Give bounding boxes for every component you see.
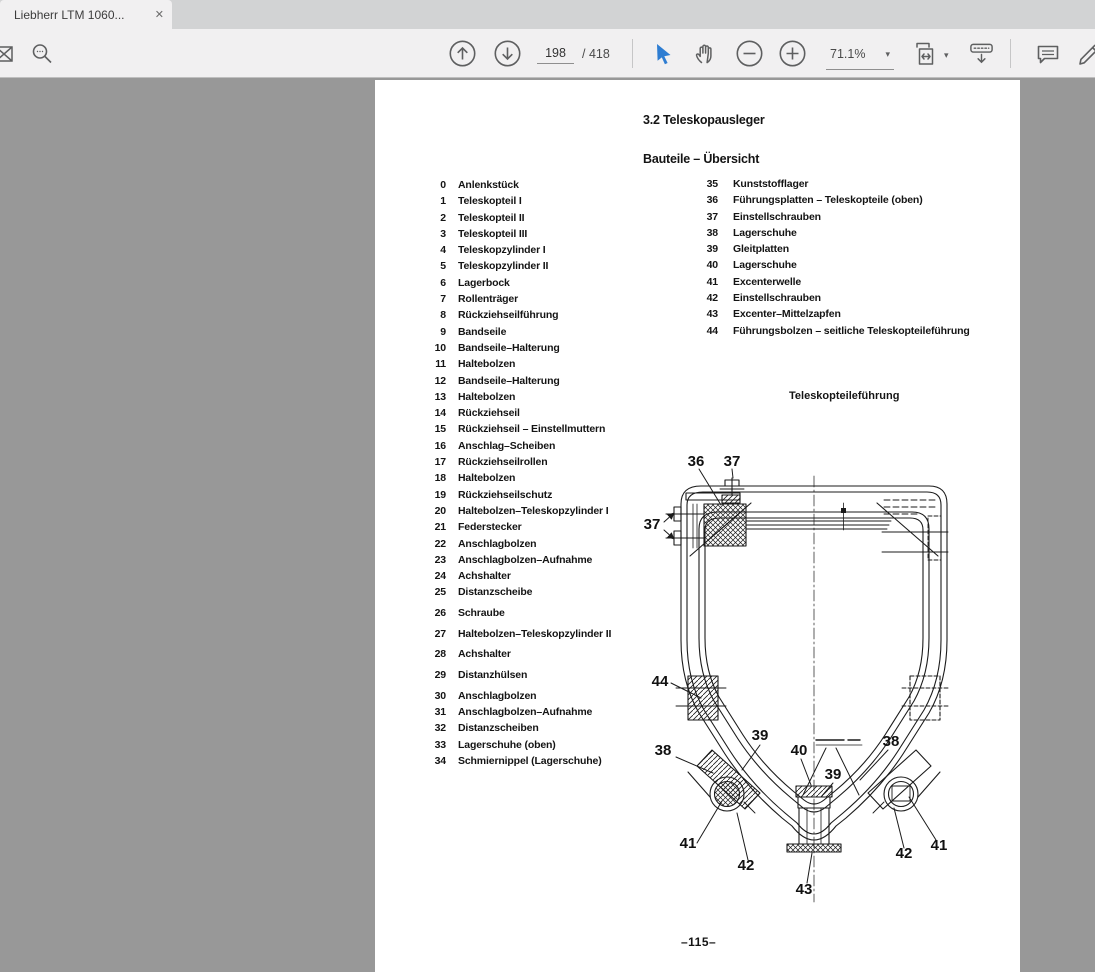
tab-bar [0, 0, 1095, 29]
chevron-down-icon[interactable]: ▾ [944, 50, 949, 60]
parts-list-item: 24 Achshalter [434, 570, 511, 583]
tab-close-icon[interactable]: ✕ [154, 9, 164, 21]
parts-list-item: 3 Teleskopteil III [440, 227, 528, 240]
parts-list-item: 28 Achshalter [434, 648, 511, 661]
figure-caption: Teleskopteileführung [789, 390, 900, 402]
parts-list-item: 8 Rückziehseilführung [440, 309, 559, 322]
pdf-page [375, 80, 1020, 972]
parts-list-item: 26 Schraube [434, 607, 505, 620]
page-number-footer: –115– [681, 935, 717, 949]
figure-callout-label: 39 [751, 727, 769, 744]
telescope-cross-section-figure [638, 445, 968, 907]
parts-list-item: 42 Einstellschrauben [706, 292, 821, 305]
parts-list-item: 27 Haltebolzen–Teleskopzylinder II [434, 627, 612, 640]
main-toolbar [0, 29, 1095, 78]
figure-callout-label: 40 [790, 742, 808, 759]
figure-callout-label: 37 [723, 453, 741, 470]
draw-tool-button[interactable] [1076, 40, 1095, 67]
parts-list-item: 15 Rückziehseil – Einstellmuttern [434, 423, 606, 436]
parts-list-item: 5 Teleskopzylinder II [440, 260, 549, 273]
figure-callout-label: 42 [895, 845, 913, 862]
parts-list-item: 16 Anschlag–Scheiben [434, 439, 556, 452]
parts-list-item: 31 Anschlagbolzen–Aufnahme [434, 706, 593, 719]
parts-list-item: 9 Bandseile [440, 325, 507, 338]
parts-list-item: 39 Gleitplatten [706, 243, 789, 256]
section-title: 3.2 Teleskopausleger [643, 113, 765, 127]
toolbar-divider [632, 39, 633, 68]
parts-list-item: 6 Lagerbock [440, 276, 510, 289]
parts-list-item: 4 Teleskopzylinder I [440, 244, 546, 257]
parts-list-item: 32 Distanzscheiben [434, 722, 539, 735]
figure-callout-label: 43 [795, 881, 813, 898]
zoom-in-button[interactable] [779, 40, 806, 67]
parts-list-item: 23 Anschlagbolzen–Aufnahme [434, 553, 593, 566]
parts-list-item: 20 Haltebolzen–Teleskopzylinder I [434, 504, 609, 517]
parts-list-item: 38 Lagerschuhe [706, 226, 797, 239]
figure-callout-label: 39 [824, 766, 842, 783]
parts-list-item: 17 Rückziehseilrollen [434, 456, 548, 469]
figure-callout-label: 44 [651, 673, 669, 690]
zoom-out-button[interactable] [736, 40, 763, 67]
zoom-value-label: 71.1% [830, 47, 866, 61]
select-tool-button[interactable] [650, 40, 677, 67]
parts-list-item: 11 Haltebolzen [435, 358, 516, 371]
figure-callout-label: 36 [687, 453, 705, 470]
parts-list-item: 12 Bandseile–Halterung [434, 374, 560, 387]
parts-list-item: 35 Kunststofflager [706, 178, 809, 190]
comment-tool-button[interactable] [1034, 40, 1061, 67]
parts-list-item: 40 Lagerschuhe [706, 259, 797, 272]
parts-list-item: 36 Führungsplatten – Teleskopteile (oben) [706, 194, 923, 207]
parts-list-item: 7 Rollenträger [440, 293, 519, 306]
parts-list-item: 33 Lagerschuhe (oben) [434, 738, 556, 751]
parts-list-item: 14 Rückziehseil [434, 407, 520, 420]
fit-width-button[interactable] [913, 40, 940, 67]
parts-list-item: 13 Haltebolzen [434, 390, 516, 403]
parts-list-item: 2 Teleskopteil II [440, 211, 525, 224]
parts-list-item: 43 Excenter–Mittelzapfen [706, 308, 841, 321]
parts-list-item: 21 Federstecker [434, 521, 522, 534]
parts-list-item: 34 Schmiernippel (Lagerschuhe) [434, 755, 602, 768]
figure-callout-label: 41 [679, 835, 697, 852]
panel-toggle-icon[interactable] [0, 40, 17, 67]
figure-callout-label: 38 [654, 742, 672, 759]
parts-list-item: 19 Rückziehseilschutz [434, 488, 553, 501]
figure-callout-label: 38 [882, 733, 900, 750]
chevron-down-icon: ▾ [885, 48, 890, 59]
figure-callout-label: 42 [737, 857, 755, 874]
parts-list-right [705, 178, 970, 341]
page-number-input[interactable] [537, 43, 574, 64]
document-tab[interactable] [0, 0, 172, 29]
parts-list-item: 25 Distanzscheibe [434, 586, 533, 599]
parts-list-item: 18 Haltebolzen [434, 472, 516, 485]
scroll-mode-button[interactable] [968, 40, 995, 67]
parts-list-item: 22 Anschlagbolzen [434, 537, 537, 550]
tab-title: Liebherr LTM 1060... [14, 7, 125, 22]
next-page-button[interactable] [494, 40, 521, 67]
parts-list-item: 44 Führungsbolzen – seitliche Teleskopteileführung [706, 324, 970, 337]
toolbar-divider [1010, 39, 1011, 68]
parts-list-left [431, 179, 611, 771]
figure-callout-label: 41 [930, 837, 948, 854]
parts-list-item: 37 Einstellschrauben [706, 210, 821, 223]
document-area[interactable] [0, 79, 1095, 972]
parts-list-item: 41 Excenterwelle [706, 275, 802, 288]
parts-list-item: 30 Anschlagbolzen [434, 689, 537, 702]
previous-page-button[interactable] [449, 40, 476, 67]
section-subtitle: Bauteile – Übersicht [643, 152, 760, 166]
figure-drawing [666, 476, 950, 902]
parts-list-item: 29 Distanzhülsen [434, 669, 528, 682]
hand-tool-button[interactable] [692, 40, 719, 67]
search-icon[interactable] [28, 40, 55, 67]
page-count-label: / 418 [582, 47, 610, 61]
parts-list-item: 10 Bandseile–Halterung [434, 341, 560, 354]
figure-callout-label: 37 [643, 516, 661, 533]
parts-list-item: 1 Teleskopteil I [440, 195, 522, 208]
parts-list-item: 0 Anlenkstück [440, 179, 519, 191]
zoom-level-dropdown[interactable] [826, 39, 894, 70]
